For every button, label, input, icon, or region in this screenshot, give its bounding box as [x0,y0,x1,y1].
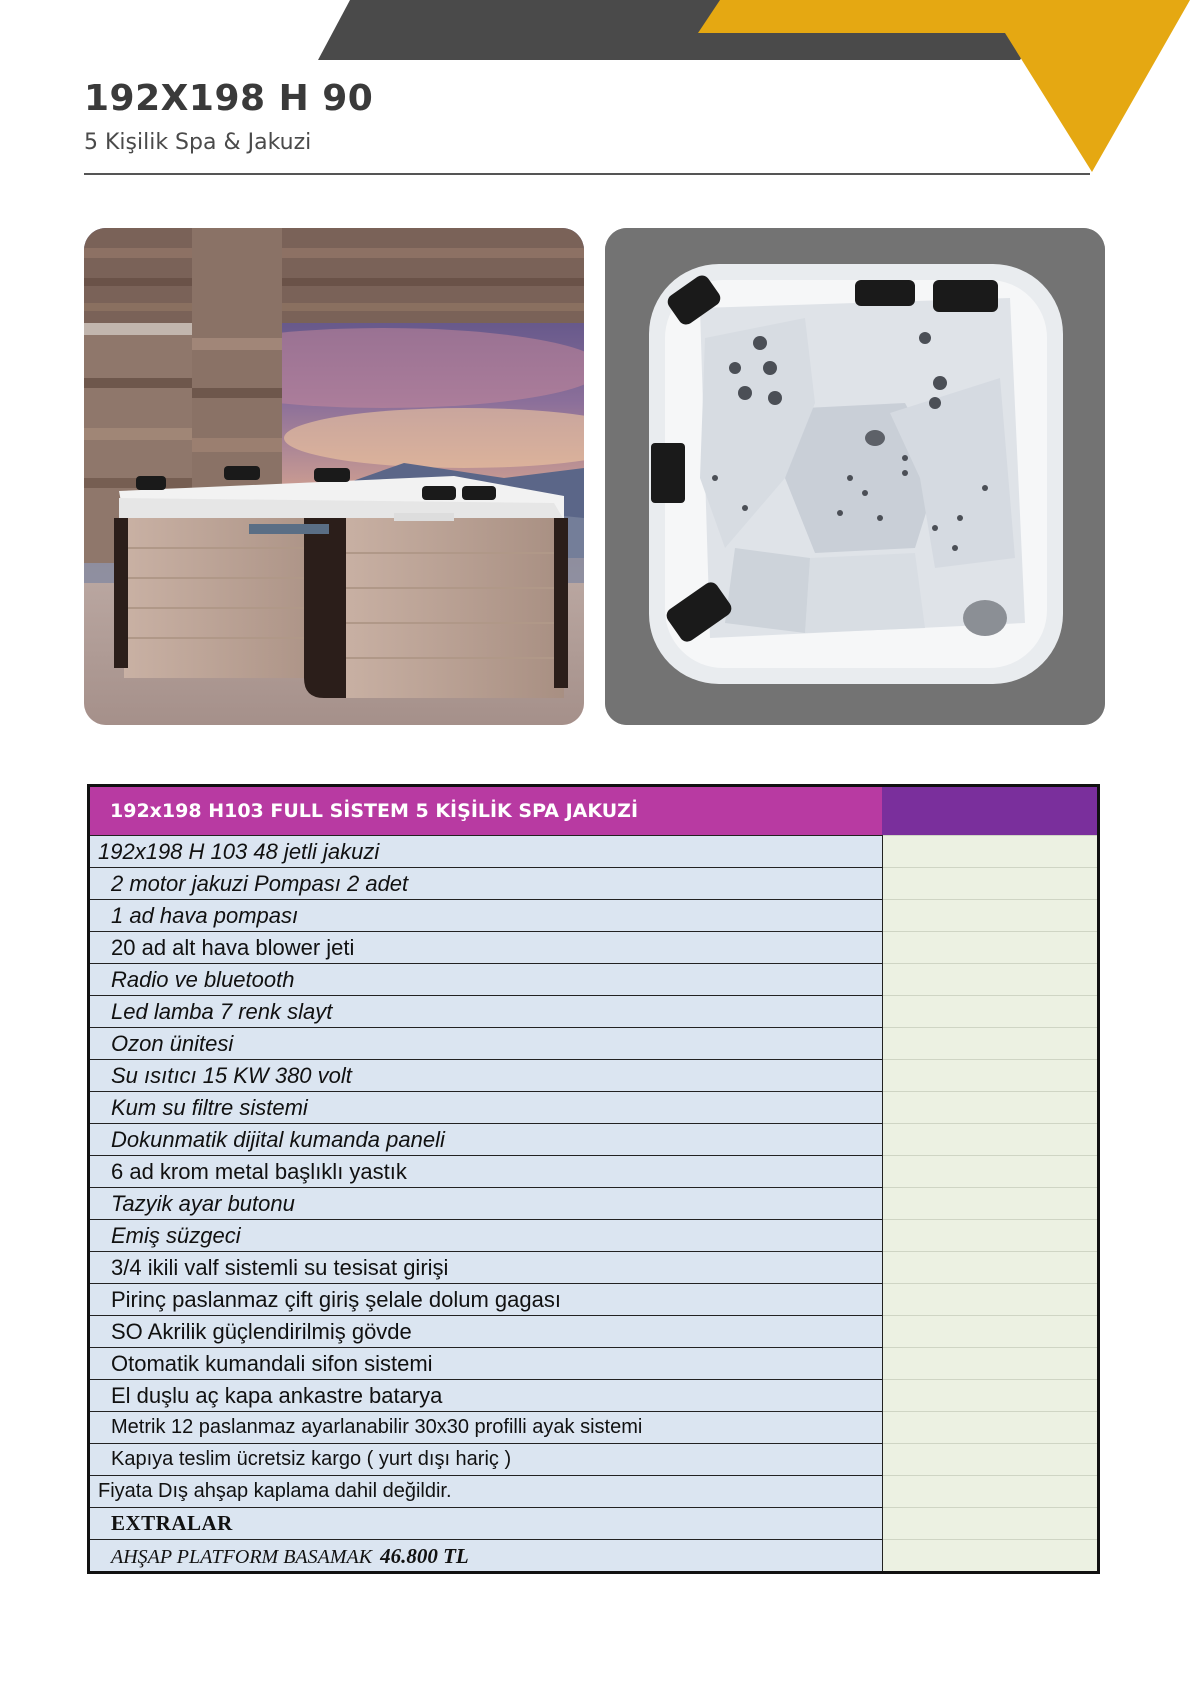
spec-side-cell [882,1028,1099,1060]
spec-item: SO Akrilik güçlendirilmiş gövde [89,1316,883,1348]
spec-item: 6 ad krom metal başlıklı yastık [89,1156,883,1188]
spec-item: Ozon ünitesi [89,1028,883,1060]
spec-item: Dokunmatik dijital kumanda paneli [89,1124,883,1156]
table-row [89,932,1099,964]
extra-item-name: AHŞAP PLATFORM BASAMAK [111,1545,373,1568]
table-row [89,1476,1099,1508]
spec-side-cell [882,1476,1099,1508]
spec-side-cell [882,932,1099,964]
table-row [89,900,1099,932]
table-row [89,868,1099,900]
spec-item: Otomatik kumandali sifon sistemi [89,1348,883,1380]
spec-item: Emiş süzgeci [89,1220,883,1252]
table-row [89,1188,1099,1220]
table-header-row [89,786,1099,836]
table-row [89,1284,1099,1316]
extras-label: EXTRALAR [89,1508,883,1540]
spec-item: Tazyik ayar butonu [89,1188,883,1220]
spec-side-cell [882,1540,1099,1573]
spec-side-cell [882,964,1099,996]
table-row [89,964,1099,996]
table-row [89,1156,1099,1188]
table-row [89,1028,1099,1060]
table-row [89,1092,1099,1124]
spec-item: Kapıya teslim ücretsiz kargo ( yurt dışı hariç ) [89,1444,883,1476]
spec-item: Led lamba 7 renk slayt [89,996,883,1028]
table-row [89,1412,1099,1444]
spec-side-cell [882,1284,1099,1316]
extra-item-price: 46.800 TL [380,1543,469,1568]
table-row [89,836,1099,868]
spec-side-cell [882,1092,1099,1124]
spec-item: Su ısıtıcı 15 KW 380 volt [89,1060,883,1092]
table-row [89,1060,1099,1092]
spec-side-cell [882,996,1099,1028]
spec-item: El duşlu aç kapa ankastre batarya [89,1380,883,1412]
spec-item: 1 ad hava pompası [89,900,883,932]
spec-item: Metrik 12 paslanmaz ayarlanabilir 30x30 profilli ayak sistemi [89,1412,883,1444]
spec-side-cell [882,1124,1099,1156]
spec-side-cell [882,1252,1099,1284]
spec-side-cell [882,900,1099,932]
spec-item: 2 motor jakuzi Pompası 2 adet [89,868,883,900]
table-row [89,1316,1099,1348]
spa-top-view-photo [605,228,1105,725]
spec-item: Pirinç paslanmaz çift giriş şelale dolum gagası [89,1284,883,1316]
spec-side-cell [882,1348,1099,1380]
spec-side-cell [882,1508,1099,1540]
table-row [89,1220,1099,1252]
gold-triangle [698,0,1190,172]
spec-item: 20 ad alt hava blower jeti [89,932,883,964]
spec-item: Kum su filtre sistemi [89,1092,883,1124]
spec-side-cell [882,1316,1099,1348]
spec-side-cell [882,1156,1099,1188]
table-row [89,1348,1099,1380]
table-row [89,1508,1099,1540]
table-row [89,1252,1099,1284]
table-heading: 192x198 H103 FULL SİSTEM 5 KİŞİLİK SPA JAKUZİ [89,786,883,836]
spec-side-cell [882,1060,1099,1092]
table-row [89,996,1099,1028]
extra-item-cell [89,1540,883,1573]
header-divider [84,173,1090,175]
spec-item: Radio ve bluetooth [89,964,883,996]
spec-side-cell [882,836,1099,868]
spec-side-cell [882,1380,1099,1412]
spec-item: Fiyata Dış ahşap kaplama dahil değildir. [89,1476,883,1508]
table-row [89,1380,1099,1412]
spec-side-cell [882,1444,1099,1476]
spec-table [87,784,1100,1574]
table-row [89,1444,1099,1476]
table-row [89,1540,1099,1573]
spec-side-cell [882,1220,1099,1252]
spec-side-cell [882,1412,1099,1444]
spec-side-cell [882,868,1099,900]
spa-outdoor-photo [84,228,584,725]
table-heading-side [882,786,1099,836]
spec-item: 192x198 H 103 48 jetli jakuzi [89,836,883,868]
spec-item: 3/4 ikili valf sistemli su tesisat girişi [89,1252,883,1284]
spec-side-cell [882,1188,1099,1220]
page-title: 192X198 H 90 [84,78,374,119]
page-subtitle: 5 Kişilik Spa & Jakuzi [84,130,312,155]
table-row [89,1124,1099,1156]
